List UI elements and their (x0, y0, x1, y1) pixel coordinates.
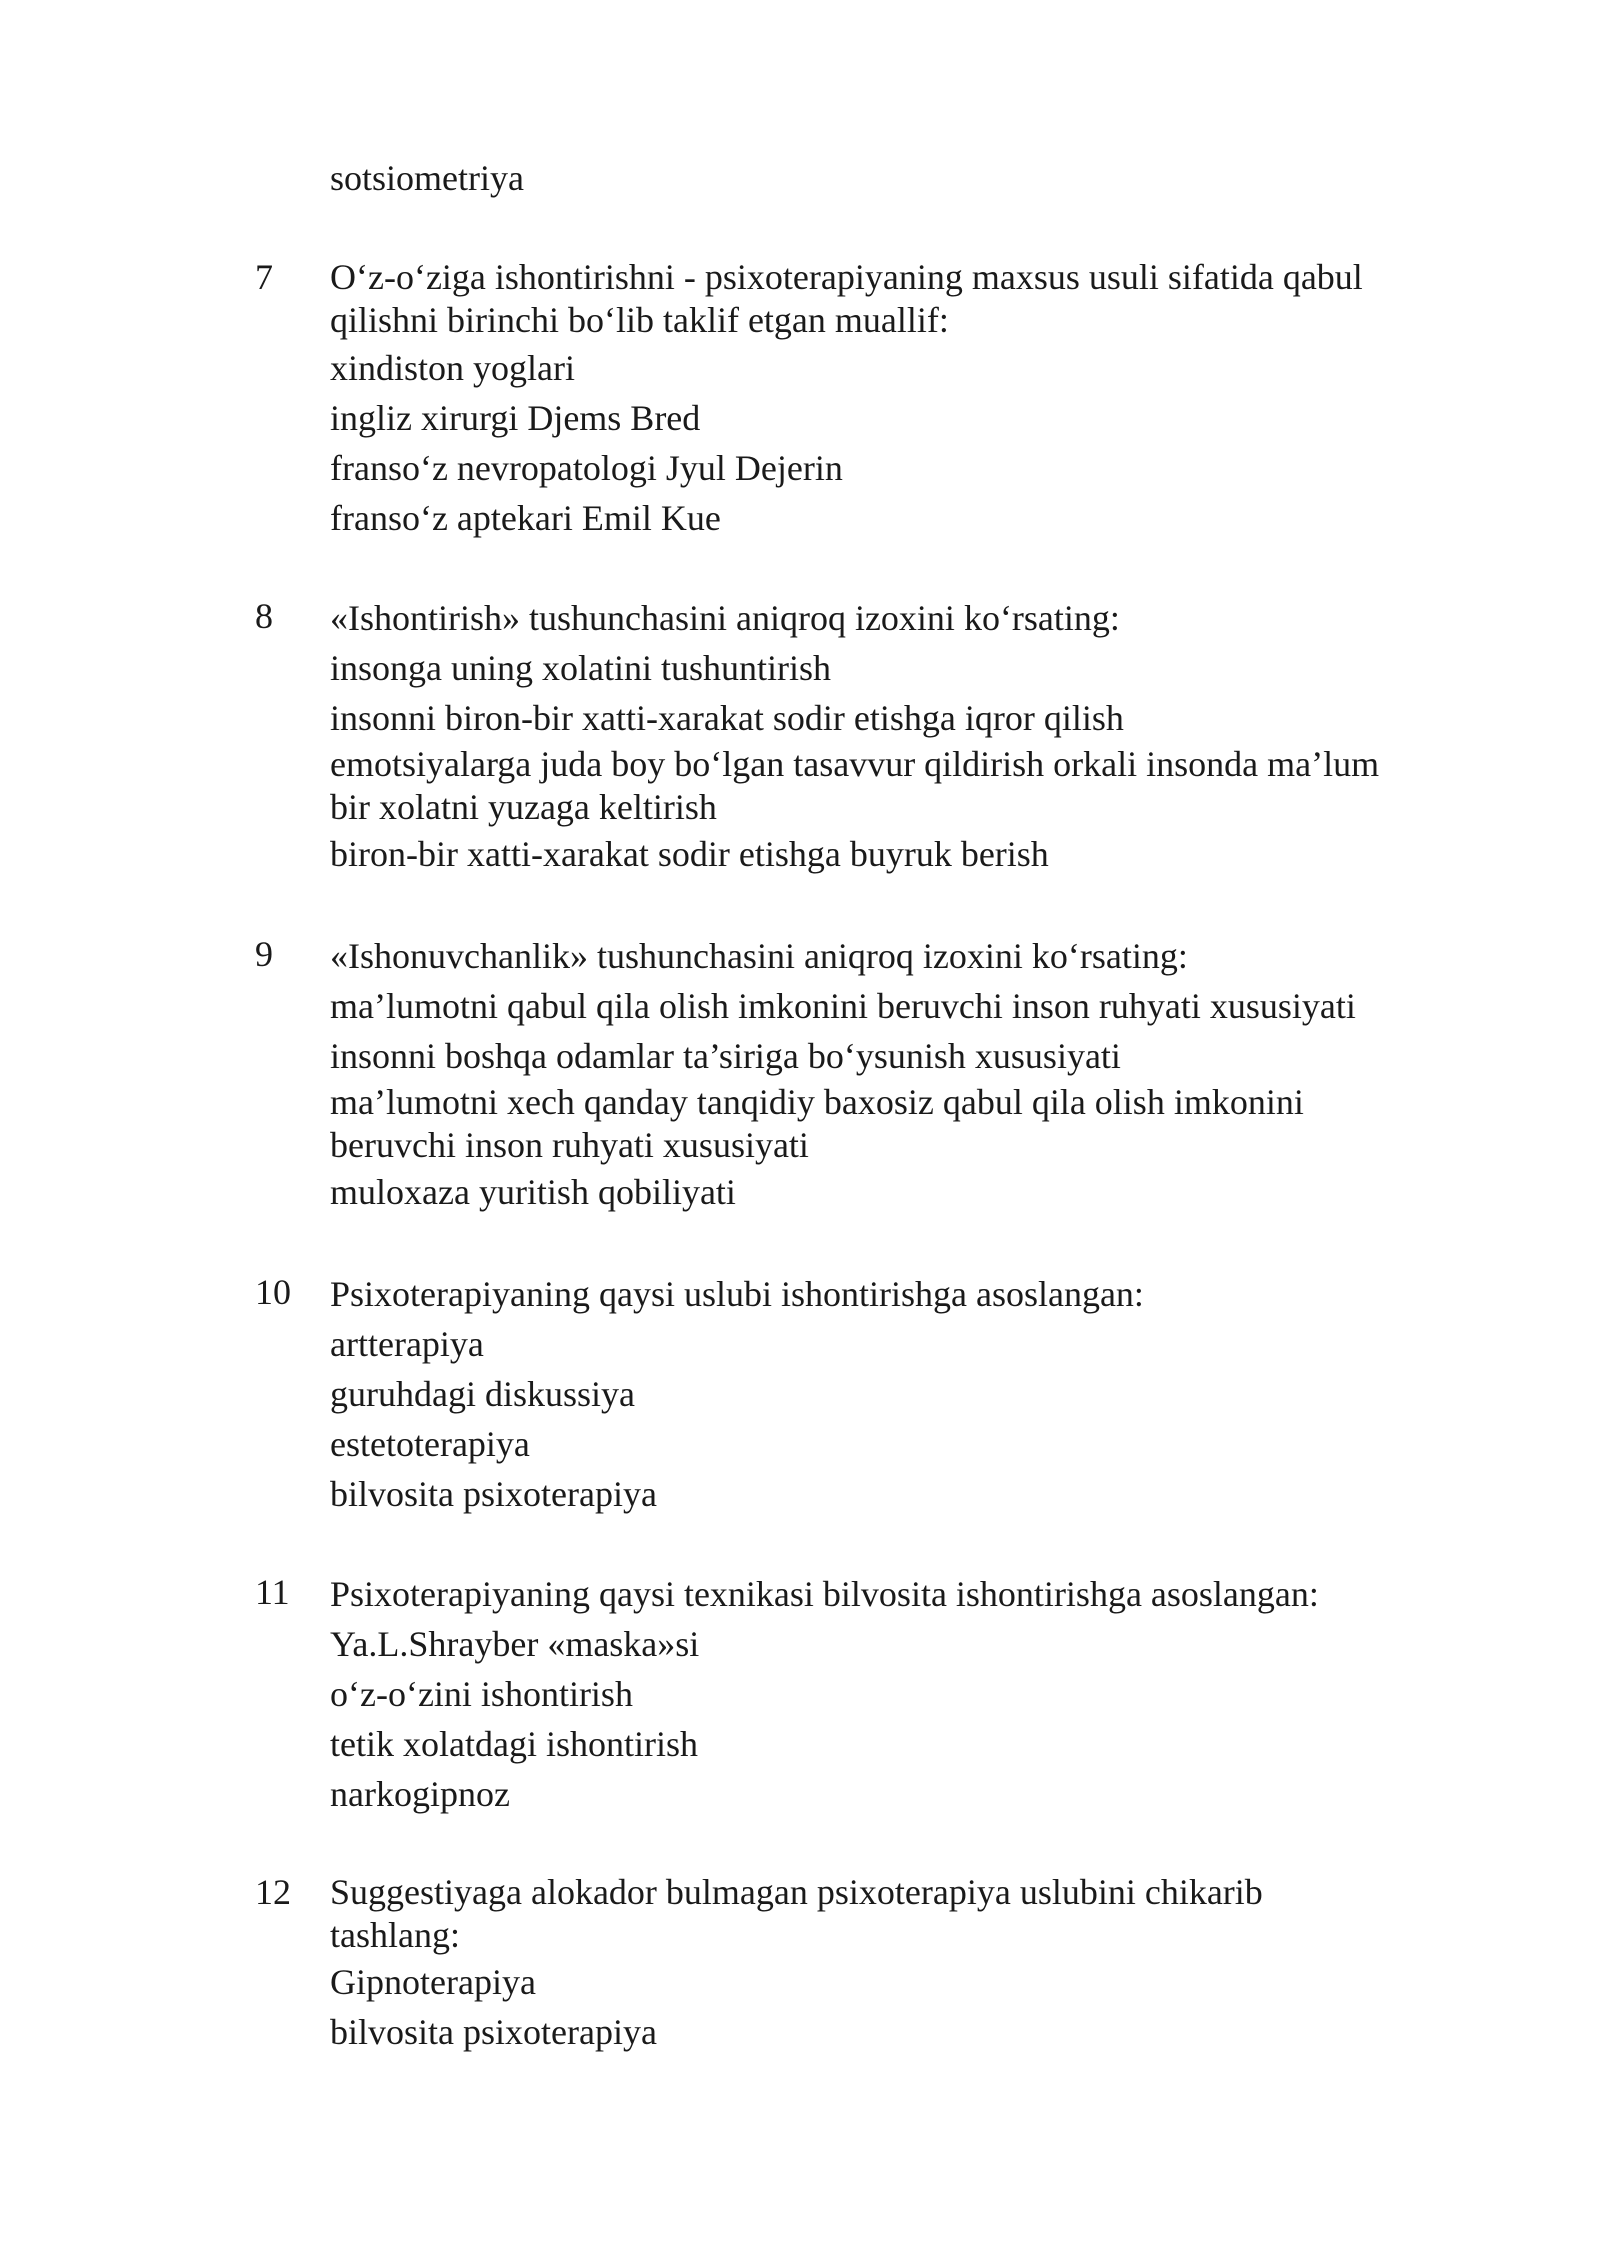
answer-option: tetik xolatdagi ishontirish (330, 1724, 698, 1764)
question-text: qilishni birinchi bo‘lib taklif etgan muallif: (330, 300, 949, 340)
question-number: 12 (255, 1872, 291, 1912)
answer-option: ingliz xirurgi Djems Bred (330, 398, 701, 438)
question-text: Psixoterapiyaning qaysi uslubi ishontirishga asoslangan: (330, 1274, 1144, 1314)
answer-option-continued: beruvchi inson ruhyati xususiyati (330, 1125, 809, 1165)
question-number: 8 (255, 596, 273, 636)
answer-option: xindiston yoglari (330, 348, 575, 388)
answer-option-continued: bir xolatni yuzaga keltirish (330, 787, 717, 827)
question-number: 11 (255, 1572, 290, 1612)
answer-option: narkogipnoz (330, 1774, 510, 1814)
question-text: Suggestiyaga alokador bulmagan psixoterapiya uslubini chikarib (330, 1872, 1263, 1912)
answer-option: ma’lumotni xech qanday tanqidiy baxosiz qabul qila olish imkonini (330, 1082, 1304, 1122)
answer-option: o‘z-o‘zini ishontirish (330, 1674, 633, 1714)
question-text: Psixoterapiyaning qaysi texnikasi bilvosita ishontirishga asoslangan: (330, 1574, 1319, 1614)
continuation-option: sotsiometriya (330, 158, 524, 198)
answer-option: insonga uning xolatini tushuntirish (330, 648, 831, 688)
answer-option: franso‘z nevropatologi Jyul Dejerin (330, 448, 843, 488)
question-number: 7 (255, 257, 273, 297)
answer-option: franso‘z aptekari Emil Kue (330, 498, 721, 538)
question-text: O‘z-o‘ziga ishontirishni - psixoterapiyaning maxsus usuli sifatida qabul (330, 257, 1363, 297)
answer-option: guruhdagi diskussiya (330, 1374, 635, 1414)
answer-option: estetoterapiya (330, 1424, 530, 1464)
question-number: 9 (255, 934, 273, 974)
question-text: «Ishonuvchanlik» tushunchasini aniqroq izoxini ko‘rsating: (330, 936, 1188, 976)
answer-option: emotsiyalarga juda boy bo‘lgan tasavvur qildirish orkali insonda ma’lum (330, 744, 1380, 784)
question-text: «Ishontirish» tushunchasini aniqroq izoxini ko‘rsating: (330, 598, 1120, 638)
answer-option: insonni biron-bir xatti-xarakat sodir etishga iqror qilish (330, 698, 1124, 738)
question-number: 10 (255, 1272, 291, 1312)
question-text: tashlang: (330, 1915, 460, 1955)
answer-option: ma’lumotni qabul qila olish imkonini beruvchi inson ruhyati xususiyati (330, 986, 1356, 1026)
answer-option: Gipnoterapiya (330, 1962, 536, 2002)
answer-option: bilvosita psixoterapiya (330, 2012, 657, 2052)
answer-option: muloxaza yuritish qobiliyati (330, 1172, 736, 1212)
answer-option: insonni boshqa odamlar ta’siriga bo‘ysunish xususiyati (330, 1036, 1121, 1076)
answer-option: artterapiya (330, 1324, 484, 1364)
answer-option: bilvosita psixoterapiya (330, 1474, 657, 1514)
answer-option: biron-bir xatti-xarakat sodir etishga buyruk berish (330, 834, 1049, 874)
answer-option: Ya.L.Shrayber «maska»si (330, 1624, 700, 1664)
